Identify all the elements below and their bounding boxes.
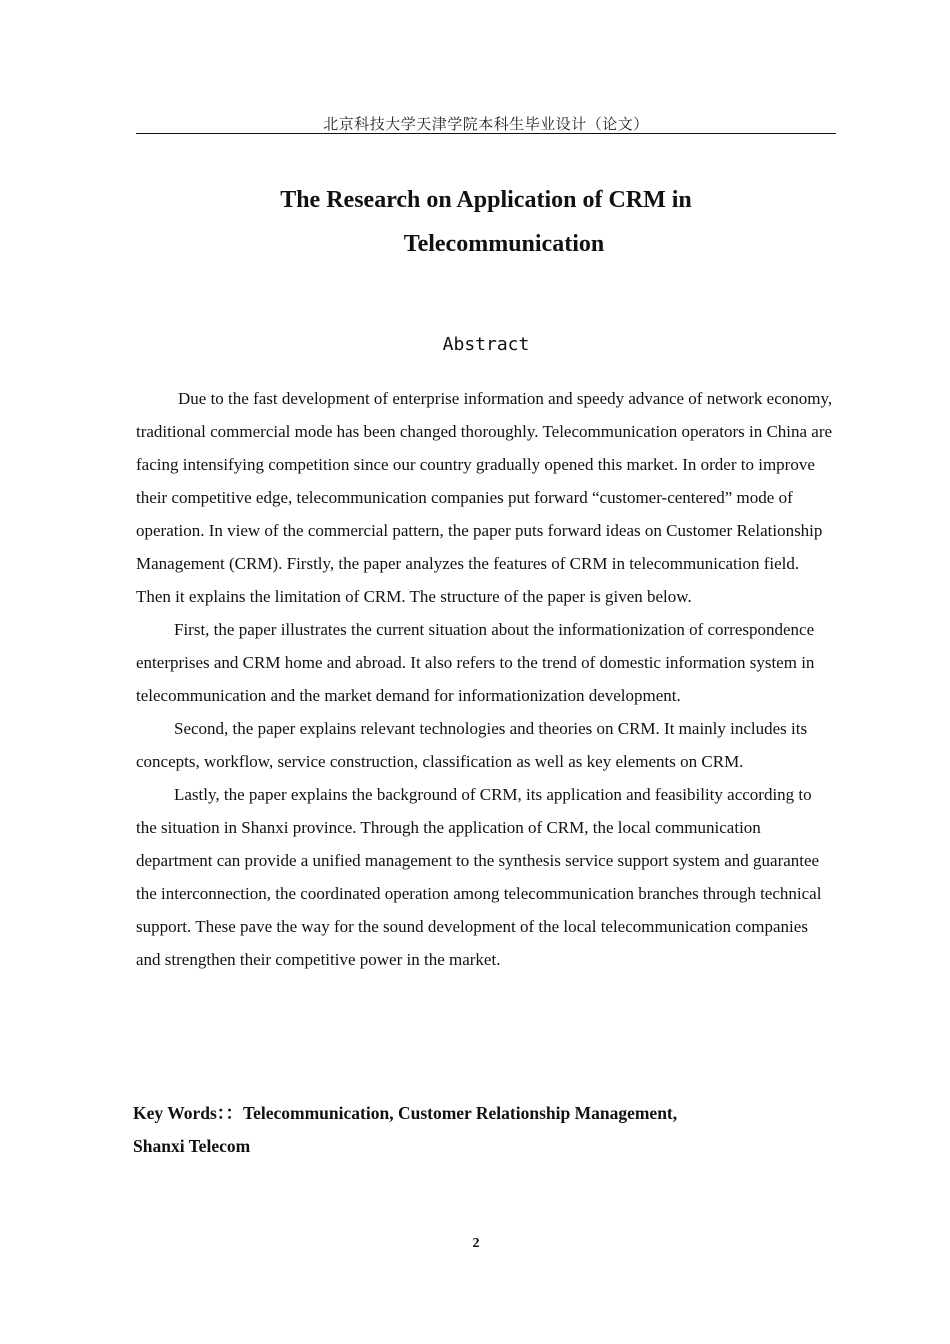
keywords-terms-2: Shanxi Telecom — [133, 1136, 251, 1156]
abstract-paragraph-1: Due to the fast development of enterprise information and speedy advance of network economy, traditional commercial mode has been changed thoroughly. Telecommunication operators in China are facing intensifying competition since our country gradually opened this market. In order to improve their competitive edge, telecommunication companies put forward “customer-centered” mode of operation. In view of the commercial pattern, the paper puts forward ideas on Customer Relationship Management (CRM). Firstly, the paper analyzes the features of CRM in telecommunication field. Then it explains the limitation of CRM. The structure of the paper is given below. — [136, 389, 833, 606]
keywords-terms-1: Telecommunication, Customer Relationship Management, — [243, 1103, 678, 1123]
abstract-heading: Abstract — [442, 334, 530, 355]
keywords-label: Key Words：： — [133, 1103, 244, 1123]
title-line-2: Telecommunication — [403, 231, 605, 257]
title-line-1: The Research on Application of CRM in — [280, 187, 692, 213]
abstract-paragraph-4: Lastly, the paper explains the background of CRM, its application and feasibility according to the situation in Shanxi province. Through the application of CRM, the local communication department can provide a unified management to the synthesis service support system and guarantee the interconnection, the coordinated operation among telecommunication branches through technical support. These pave the way for the sound development of the local telecommunication companies and strengthen their competitive power in the market. — [136, 785, 822, 969]
keywords — [133, 1097, 833, 1163]
abstract-paragraph-2: First, the paper illustrates the current situation about the informationization of correspondence enterprises and CRM home and abroad. It also refers to the trend of domestic information system in telecommunication and the market demand for informationization development. — [136, 620, 815, 705]
keywords-line-1 — [133, 1097, 833, 1130]
abstract-paragraph-3: Second, the paper explains relevant technologies and theories on CRM. It mainly includes its concepts, workflow, service construction, classification as well as key elements on CRM. — [136, 719, 808, 771]
abstract-body — [136, 382, 834, 976]
page-number: 2 — [472, 1236, 480, 1251]
page-header: 北京科技大学天津学院本科生毕业设计（论文） — [323, 117, 649, 133]
paper-title — [136, 178, 836, 266]
header-rule — [136, 133, 836, 134]
